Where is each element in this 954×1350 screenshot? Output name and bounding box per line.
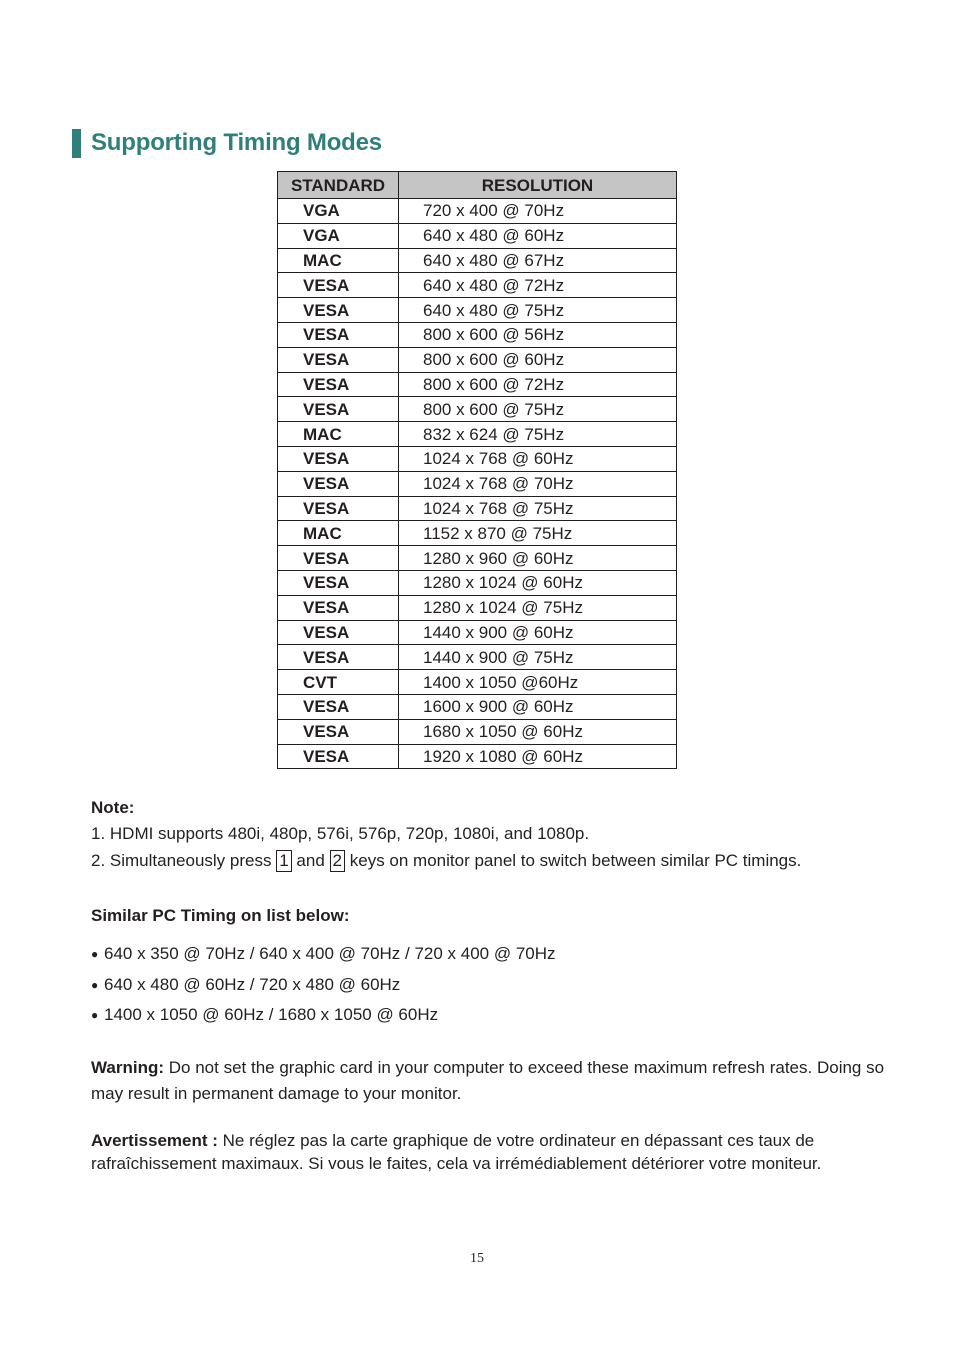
list-item-text: 1400 x 1050 @ 60Hz / 1680 x 1050 @ 60Hz [104,1005,439,1024]
resolution-cell: 800 x 600 @ 75Hz [399,397,677,422]
table-row [278,620,677,645]
table-row [278,670,677,695]
bullet-icon: ● [91,947,99,961]
resolution-cell: 1152 x 870 @ 75Hz [399,521,677,546]
table-row [278,521,677,546]
note-title: Note: [91,798,135,817]
table-header-row [278,172,677,199]
standard-cell: VESA [278,744,399,769]
heading-accent-bar [72,129,81,158]
table-row [278,570,677,595]
table-row [278,248,677,273]
standard-cell: VESA [278,347,399,372]
note-line-2-mid: and [296,851,325,870]
warning-label: Warning: [91,1058,165,1077]
standard-cell: MAC [278,422,399,447]
resolution-cell: 1024 x 768 @ 70Hz [399,471,677,496]
standard-cell: VESA [278,446,399,471]
standard-cell: VESA [278,645,399,670]
table-row [278,273,677,298]
avertissement-text: Ne réglez pas la carte graphique de votre ordinateur en dépassant ces taux de rafraîchissement maximaux. Si vous le faites, cela va irrémédiablement détériorer votre moniteur. [91,1131,822,1173]
standard-cell: VESA [278,496,399,521]
resolution-cell: 1280 x 1024 @ 75Hz [399,595,677,620]
section-heading [72,128,382,158]
resolution-cell: 1440 x 900 @ 60Hz [399,620,677,645]
standard-cell: VESA [278,595,399,620]
note-section [91,798,801,878]
standard-cell: VGA [278,199,399,224]
standard-cell: VESA [278,719,399,744]
note-line-1: 1. HDMI supports 480i, 480p, 576i, 576p, 720p, 1080i, and 1080p. [91,824,590,843]
standard-cell: VESA [278,273,399,298]
standard-cell: VESA [278,397,399,422]
standard-cell: VESA [278,322,399,347]
resolution-cell: 640 x 480 @ 67Hz [399,248,677,273]
table-row [278,223,677,248]
column-header-resolution: RESOLUTION [399,172,677,199]
resolution-cell: 1024 x 768 @ 60Hz [399,446,677,471]
resolution-cell: 640 x 480 @ 72Hz [399,273,677,298]
resolution-cell: 1440 x 900 @ 75Hz [399,645,677,670]
table-row [278,397,677,422]
resolution-cell: 800 x 600 @ 60Hz [399,347,677,372]
resolution-cell: 1920 x 1080 @ 60Hz [399,744,677,769]
resolution-cell: 1024 x 768 @ 75Hz [399,496,677,521]
page-number: 15 [470,1251,484,1266]
list-item [91,1005,556,1036]
page-title: Supporting Timing Modes [91,129,382,156]
table-row [278,496,677,521]
timing-table-body [278,199,677,769]
resolution-cell: 640 x 480 @ 75Hz [399,298,677,323]
resolution-cell: 1400 x 1050 @60Hz [399,670,677,695]
standard-cell: VESA [278,471,399,496]
avertissement-paragraph [91,1129,891,1175]
table-row [278,471,677,496]
table-row [278,199,677,224]
table-row [278,372,677,397]
standard-cell: VESA [278,546,399,571]
resolution-cell: 800 x 600 @ 56Hz [399,322,677,347]
column-header-standard: STANDARD [278,172,399,199]
table-row [278,347,677,372]
resolution-cell: 1600 x 900 @ 60Hz [399,694,677,719]
table-row [278,298,677,323]
standard-cell: VGA [278,223,399,248]
table-row [278,645,677,670]
resolution-cell: 1280 x 1024 @ 60Hz [399,570,677,595]
standard-cell: VESA [278,298,399,323]
resolution-cell: 800 x 600 @ 72Hz [399,372,677,397]
standard-cell: MAC [278,521,399,546]
resolution-cell: 1280 x 960 @ 60Hz [399,546,677,571]
note-line-2-suffix: keys on monitor panel to switch between similar PC timings. [349,851,802,870]
standard-cell: VESA [278,620,399,645]
list-item-text: 640 x 480 @ 60Hz / 720 x 480 @ 60Hz [104,974,401,994]
standard-cell: VESA [278,694,399,719]
table-row [278,546,677,571]
table-row [278,422,677,447]
warning-paragraph [91,1055,891,1107]
bullet-icon: ● [91,977,99,992]
avertissement-label: Avertissement : [91,1131,218,1150]
standard-cell: CVT [278,670,399,695]
table-row [278,694,677,719]
standard-cell: VESA [278,570,399,595]
standard-cell: VESA [278,372,399,397]
table-row [278,744,677,769]
list-item-text: 640 x 350 @ 70Hz / 640 x 400 @ 70Hz / 720 x 400 @ 70Hz [104,944,556,963]
list-item [91,975,556,1006]
standard-cell: MAC [278,248,399,273]
resolution-cell: 720 x 400 @ 70Hz [399,199,677,224]
similar-timing-list [91,944,556,1036]
warning-text: Do not set the graphic card in your computer to exceed these maximum refresh rates. Doing so may result in permanent damage to your monitor. [91,1058,885,1103]
table-row [278,446,677,471]
key-2-box: 2 [330,850,345,872]
resolution-cell: 640 x 480 @ 60Hz [399,223,677,248]
note-line-2 [91,850,801,872]
bullet-icon: ● [91,1008,99,1022]
table-row [278,719,677,744]
similar-timing-title: Similar PC Timing on list below: [91,906,350,925]
key-1-box: 1 [276,850,291,872]
note-line-2-prefix: 2. Simultaneously press [91,851,272,870]
table-row [278,322,677,347]
list-item [91,944,556,975]
table-row [278,595,677,620]
resolution-cell: 832 x 624 @ 75Hz [399,422,677,447]
timing-modes-table [277,171,677,769]
resolution-cell: 1680 x 1050 @ 60Hz [399,719,677,744]
